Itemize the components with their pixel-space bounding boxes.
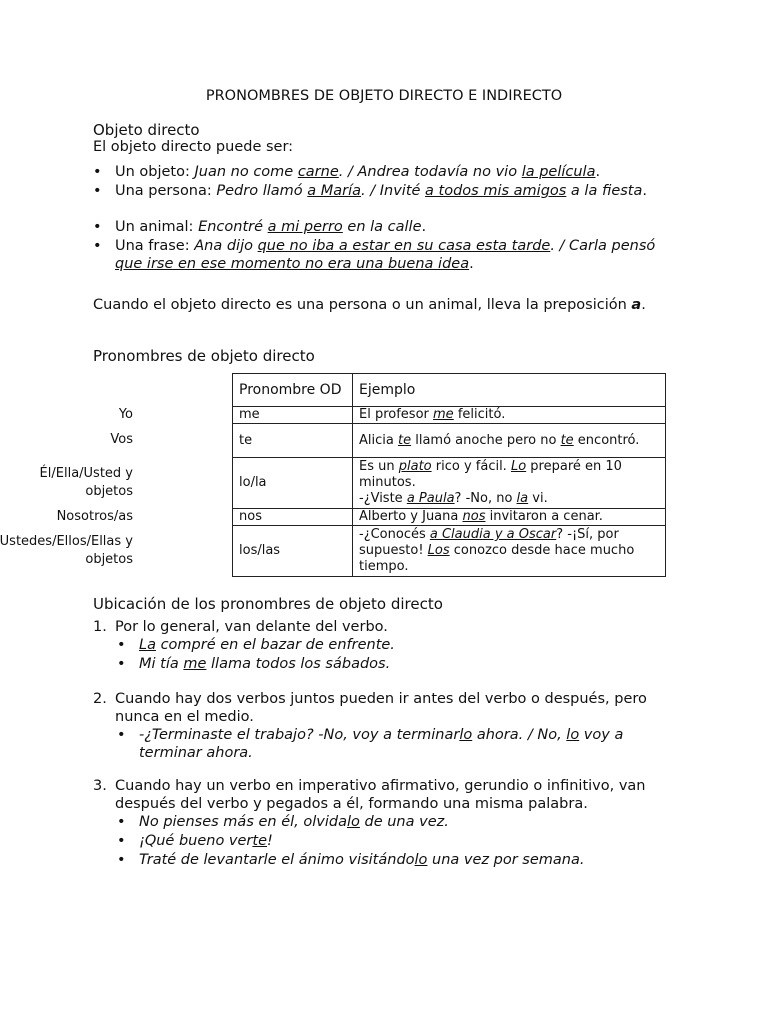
row-label-ustedes: Ustedes/Ellos/Ellas y objetos bbox=[0, 534, 133, 567]
example-item: • Traté de levantarle el ánimo visitándolo una vez por semana. bbox=[139, 851, 675, 869]
pron-cell: nos bbox=[233, 509, 353, 526]
table-row bbox=[233, 526, 666, 577]
example-cell: Es un plato rico y fácil. Lo preparé en 10 minutos. -¿Viste a Paula? -No, no la vi. bbox=[353, 458, 666, 509]
header-ejemplo: Ejemplo bbox=[353, 374, 666, 407]
example-cell: Alberto y Juana nos invitaron a cenar. bbox=[353, 509, 666, 526]
pron-cell: los/las bbox=[233, 526, 353, 577]
row-label-vos: Vos bbox=[110, 432, 133, 447]
pronouns-table bbox=[232, 373, 666, 577]
preposition-note: Cuando el objeto directo es una persona o un animal, lleva la preposición a. bbox=[93, 297, 646, 313]
example-item: • No pienses más en él, olvidalo de una vez. bbox=[139, 813, 675, 831]
list-item-animal: • Un animal: Encontré a mi perro en la calle. bbox=[115, 218, 675, 236]
list-item-objeto: • Un objeto: Juan no come carne. / Andrea todavía no vio la película. bbox=[115, 163, 675, 181]
row-label-yo: Yo bbox=[118, 407, 133, 422]
table-row bbox=[233, 424, 666, 458]
example-item: • Mi tía me llama todos los sábados. bbox=[139, 655, 675, 673]
row-label-el-ella-usted: Él/Ella/Usted y objetos bbox=[39, 466, 133, 499]
pron-cell: me bbox=[233, 407, 353, 424]
table-header-row bbox=[233, 374, 666, 407]
example-cell: El profesor me felicitó. bbox=[353, 407, 666, 424]
intro-text: El objeto directo puede ser: bbox=[93, 139, 294, 155]
example-cell: Alicia te llamó anoche pero no te encontró. bbox=[353, 424, 666, 458]
page-title: PRONOMBRES DE OBJETO DIRECTO E INDIRECTO bbox=[205, 88, 563, 104]
list-item-persona: • Una persona: Pedro llamó a María. / Invité a todos mis amigos a la fiesta. bbox=[115, 182, 675, 200]
table-row bbox=[233, 509, 666, 526]
pron-cell: te bbox=[233, 424, 353, 458]
header-pronombre-od: Pronombre OD bbox=[233, 374, 353, 407]
table-row bbox=[233, 407, 666, 424]
example-cell: -¿Conocés a Claudia y a Oscar? -¡Sí, por supuesto! Los conozco desde hace mucho tiempo. bbox=[353, 526, 666, 577]
heading-objeto-directo: Objeto directo bbox=[93, 121, 200, 139]
example-item: • ¡Qué bueno verte! bbox=[139, 832, 675, 850]
row-label-nosotros: Nosotros/as bbox=[56, 509, 133, 524]
heading-ubicacion: Ubicación de los pronombres de objeto directo bbox=[93, 595, 443, 613]
table-row bbox=[233, 458, 666, 509]
pron-cell: lo/la bbox=[233, 458, 353, 509]
example-item: • -¿Terminaste el trabajo? -No, voy a terminarlo ahora. / No, lo voy a terminar ahora. bbox=[139, 726, 675, 762]
example-item: • La compré en el bazar de enfrente. bbox=[139, 636, 675, 654]
list-item-frase: • Una frase: Ana dijo que no iba a estar en su casa esta tarde. / Carla pensó que irse en ese momento no era una buena idea. bbox=[115, 237, 675, 273]
heading-pronombres-od: Pronombres de objeto directo bbox=[93, 347, 315, 365]
